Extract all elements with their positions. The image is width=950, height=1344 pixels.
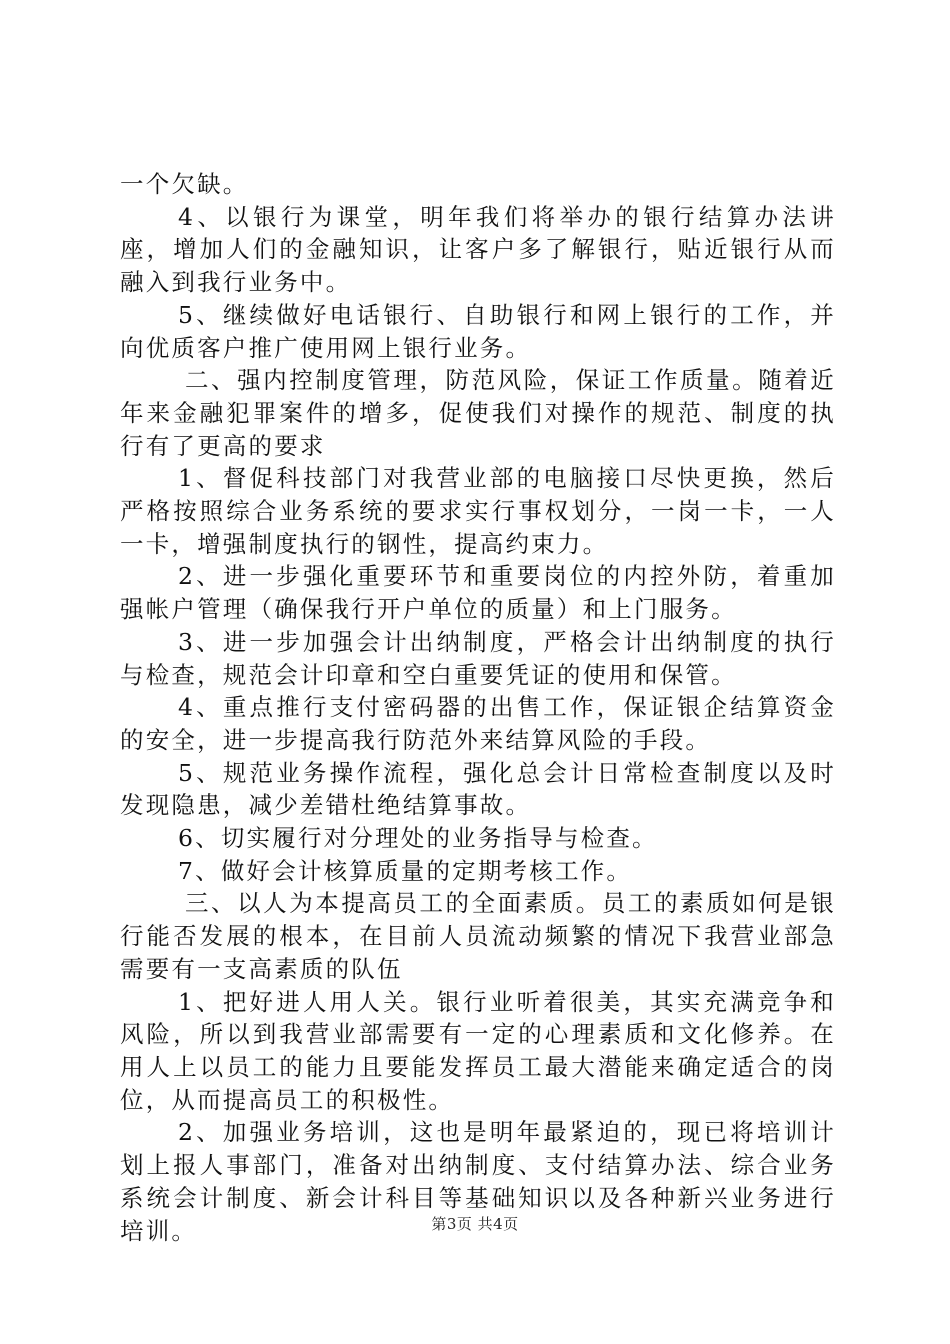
list-item: 2、加强业务培训，这也是明年最紧迫的，现已将培训计划上报人事部门，准备对出纳制度、支付结算办法、综合业务系统会计制度、新会计科目等基础知识以及各种新兴业务进行培训。 [120,1118,836,1245]
list-item: 4、以银行为课堂，明年我们将举办的银行结算办法讲座，增加人们的金融知识，让客户多了解银行，贴近银行从而融入到我行业务中。 [120,202,836,297]
list-item: 3、进一步加强会计出纳制度，严格会计出纳制度的执行与检查，规范会计印章和空白重要凭证的使用和保管。 [120,627,836,689]
section-heading-paragraph: 二、强内控制度管理，防范风险，保证工作质量。随着近年来金融犯罪案件的增多，促使我们对操作的规范、制度的执行有了更高的要求 [120,366,836,460]
list-item: 5、继续做好电话银行、自助银行和网上银行的工作，并向优质客户推广使用网上银行业务。 [120,300,836,362]
list-item: 5、规范业务操作流程，强化总会计日常检查制度以及时发现隐患，减少差错杜绝结算事故。 [120,758,836,820]
document-body [120,168,836,1247]
list-item: 1、把好进人用人关。银行业听着很美，其实充满竞争和风险，所以到我营业部需要有一定的心理素质和文化修养。在用人上以员工的能力且要能发挥员工最大潜能来确定适合的岗位，从而提高员工的积极性。 [120,987,836,1114]
list-item: 6、切实履行对分理处的业务指导与检查。 [178,824,658,853]
page-number-footer: 第3页 共4页 [431,1215,519,1233]
list-item: 2、进一步强化重要环节和重要岗位的内控外防，着重加强帐户管理（确保我行开户单位的质量）和上门服务。 [120,562,836,624]
list-item: 7、做好会计核算质量的定期考核工作。 [178,856,633,885]
list-item: 4、重点推行支付密码器的出售工作，保证银企结算资金的安全，进一步提高我行防范外来结算风险的手段。 [120,693,836,754]
section-heading-paragraph: 三、以人为本提高员工的全面素质。员工的素质如何是银行能否发展的根本，在目前人员流动频繁的情况下我营业部急需要有一支高素质的队伍 [120,889,836,983]
paragraph: 一个欠缺。 [120,170,249,198]
list-item: 1、督促科技部门对我营业部的电脑接口尽快更换，然后严格按照综合业务系统的要求实行事权划分，一岗一卡，一人一卡，增强制度执行的钢性，提高约束力。 [120,464,836,558]
